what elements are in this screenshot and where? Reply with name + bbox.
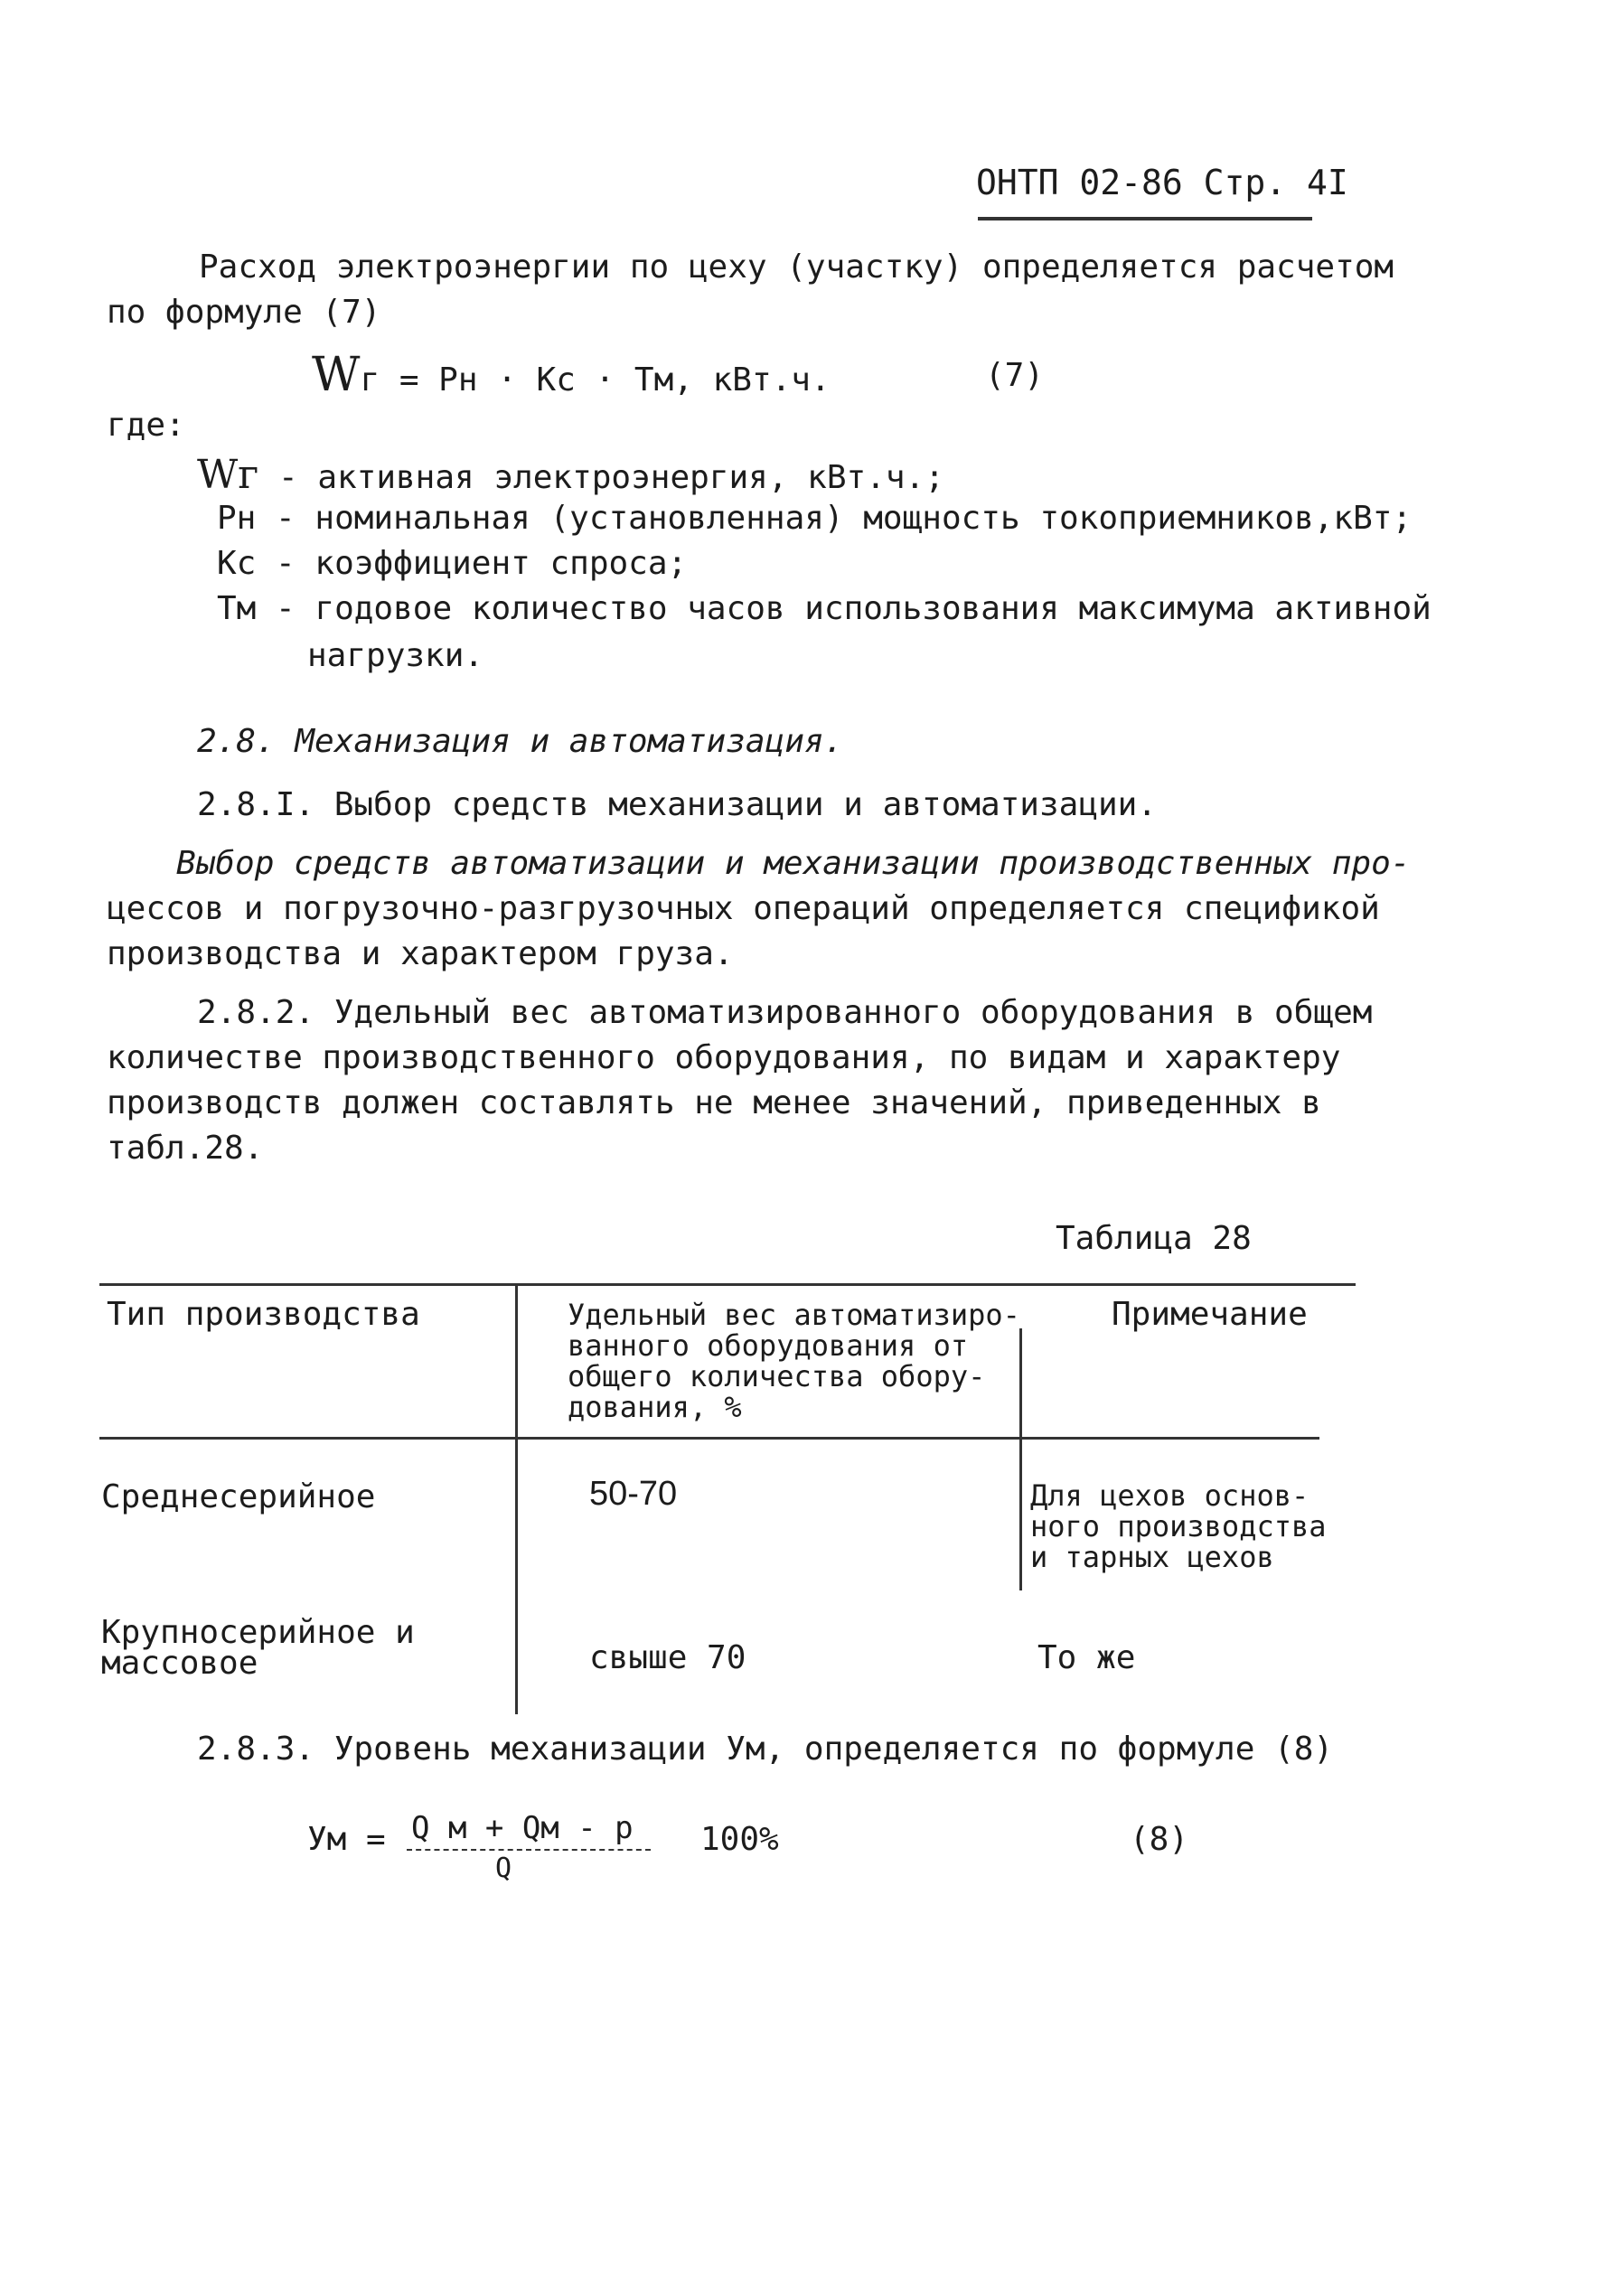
para3-line1: 2.8.2. Удельный вес автоматизированного оборудования в общем [197,994,1373,1031]
definition-text: - активная электроэнергия, кВт.ч.; [277,459,944,496]
formula8-number: (8) [1130,1821,1189,1858]
table-row1-type: Среднесерийное [101,1478,376,1515]
table-caption: Таблица 28 [1056,1220,1252,1257]
para1-line1: Расход электроэнергии по цеху (участку) определяется расчетом [199,249,1394,286]
definition-symbol: Тм [217,590,257,627]
para3-line3: производств должен составлять не менее значений, приведенных в [107,1084,1321,1121]
section-2-8-1-heading: 2.8.I. Выбор средств механизации и автоматизации. [197,786,1158,823]
definition-tm [217,590,1432,627]
para2-line2: цессов и погрузочно-разгрузочных операций определяется спецификой [107,890,1380,927]
table-col-divider-1 [515,1285,518,1714]
definition-kc [217,545,687,582]
header-underline [978,217,1312,220]
formula7-lhs-symbol: W [312,348,361,402]
definition-text: - номинальная (установленная) мощность токоприемников,кВт; [276,500,1413,537]
table-row2-type [101,1614,415,1682]
definition-symbol: Wг [197,452,259,498]
table-row2-value: свыше 70 [589,1639,746,1676]
table-header-share-line: Удельный вес автоматизиро- [568,1298,1020,1332]
page-header-code: ОНТП 02-86 Стр. 4I [976,163,1348,202]
table-header-type: Тип производства [107,1296,420,1333]
formula7-number: (7) [985,357,1045,394]
formula7-rhs: = Рн · Кс · Тм, кВт.ч. [399,361,831,399]
table-row1-note-line: и тарных цехов [1030,1540,1274,1574]
table-row1-note-line: Для цехов основ- [1030,1478,1310,1513]
para2-line1: Выбор средств автоматизации и механизации производственных про- [176,845,1411,882]
formula7-lhs-sub: г [360,361,380,399]
table-row1-note-line: ного производства [1030,1509,1327,1543]
table-header-share [568,1299,1020,1422]
definition-pn [217,500,1412,537]
definition-wg [197,452,944,498]
table-row2-type-line: массовое [101,1645,258,1682]
para2-line3: производства и характером груза. [107,935,734,972]
para3-line2: количестве производственного оборудования, по видам и характеру [107,1039,1341,1076]
formula8-denominator: Q [495,1853,512,1884]
table-header-note: Примечание [1112,1296,1308,1333]
table-row2-type-line: Крупносерийное и [101,1614,415,1651]
table-header-share-line: ванного оборудования от [568,1328,969,1363]
table-row1-note [1030,1480,1327,1572]
para4: 2.8.3. Уровень механизации Ум, определяется по формуле (8) [197,1731,1334,1768]
definition-symbol: Рн [217,500,257,537]
definition-text: - годовое количество часов использования максимума активной [276,590,1432,627]
table-header-share-line: дования, % [568,1390,742,1424]
formula-7 [312,348,831,402]
formula8-factor: 100% [700,1821,779,1858]
definition-text: - коэффициент спроса; [276,545,688,582]
formula8-numerator: Q м + Qм - р [411,1810,634,1846]
table-row1-value: 50-70 [589,1475,678,1513]
definition-symbol: Кс [217,545,257,582]
table-top-rule [99,1283,1356,1286]
definition-continuation: нагрузки. [307,637,484,674]
section-2-8-heading: 2.8. Механизация и автоматизация. [197,723,844,760]
table-header-rule [99,1437,1319,1440]
where-label: где: [107,407,185,444]
formula8-lhs: Ум = [307,1821,386,1858]
table-row2-note: То же [1037,1639,1136,1676]
table-header-share-line: общего количества обору- [568,1359,986,1393]
para1-line2: по формуле (7) [107,294,381,331]
formula8-fraction-bar [407,1849,651,1851]
para3-line4: табл.28. [107,1130,264,1167]
